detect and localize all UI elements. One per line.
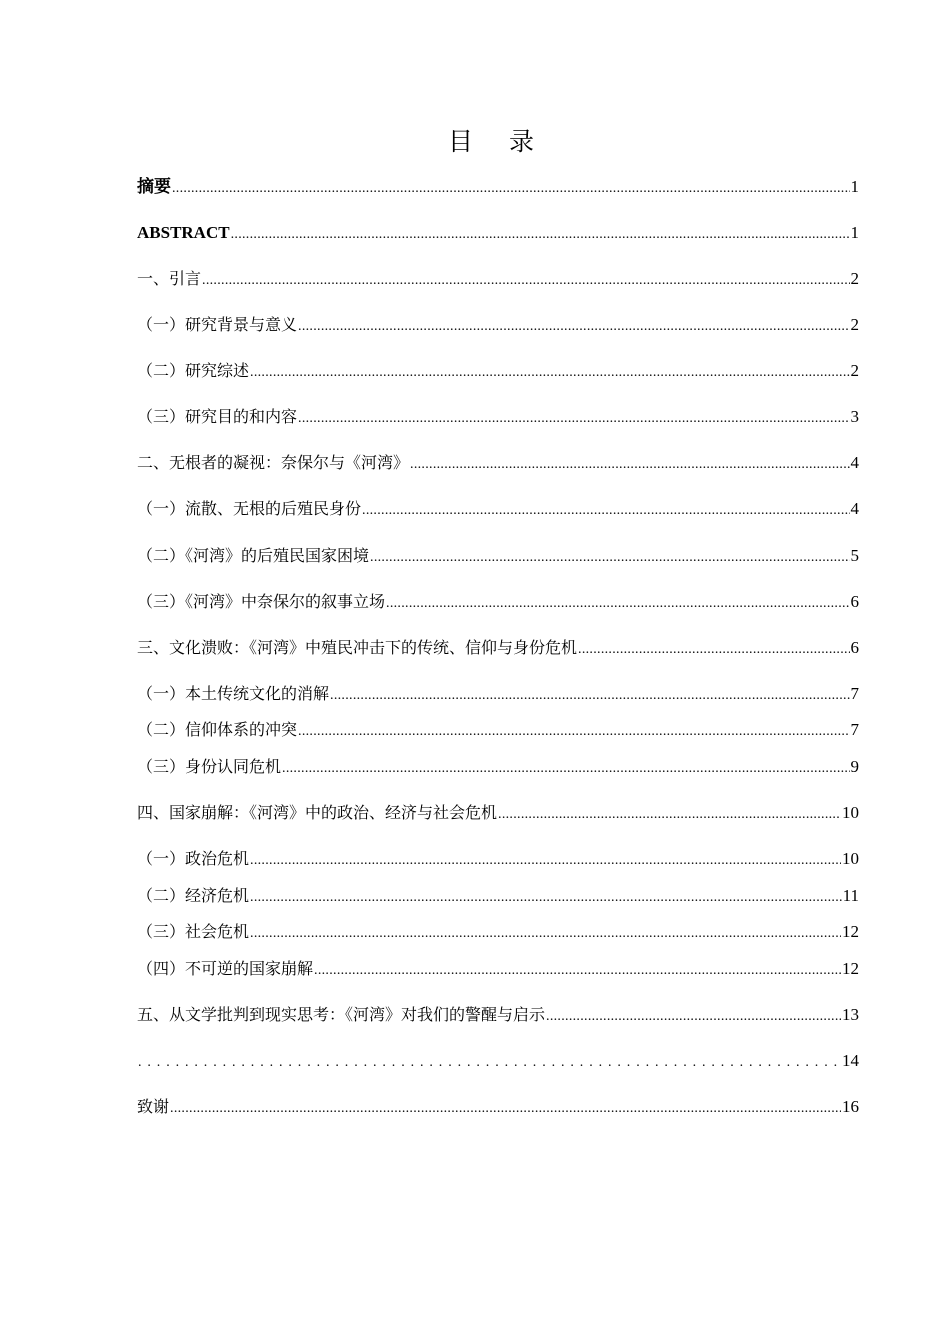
toc-entry-chapter-4[interactable] — [137, 802, 859, 826]
toc-entry-page: 3 — [850, 407, 859, 426]
toc-entry-section[interactable] — [137, 591, 859, 615]
toc-entry-label: （三）身份认同危机 — [137, 757, 282, 776]
toc-entry-label: （二）研究综述 — [137, 361, 250, 380]
toc-entry-page: 4 — [850, 499, 859, 518]
toc-entry-label: 摘要 — [137, 177, 171, 196]
toc-entry-page: 2 — [850, 315, 859, 334]
toc-entry-label: ABSTRACT — [137, 223, 230, 242]
toc-entry-section[interactable] — [137, 958, 859, 982]
toc-entry-section[interactable] — [137, 406, 859, 430]
toc-entry-label: （一）流散、无根的后殖民身份 — [137, 499, 362, 518]
toc-leader-dots — [170, 1098, 841, 1120]
toc-entry-page: 16 — [842, 1097, 859, 1116]
toc-entry-section[interactable] — [137, 498, 859, 522]
toc-entry-label: （一）本土传统文化的消解 — [137, 684, 330, 703]
toc-leader-dots — [410, 454, 849, 476]
toc-leader-dots — [250, 362, 849, 384]
toc-entry-label: （二）信仰体系的冲突 — [137, 720, 298, 739]
toc-entry-page: 10 — [842, 849, 859, 868]
toc-entry-chapter-2[interactable] — [137, 452, 859, 476]
toc-entry-label: （四）不可逆的国家崩解 — [137, 959, 314, 978]
toc-entry-section[interactable] — [137, 314, 859, 338]
toc-entry-abstract-en[interactable] — [137, 222, 859, 246]
toc-entry-section[interactable] — [137, 545, 859, 569]
toc-entry-page: 6 — [850, 638, 859, 657]
toc-entry-label: 四、国家崩解：《河湾》中的政治、经济与社会危机 — [137, 803, 498, 822]
toc-entry-label: （三）研究目的和内容 — [137, 407, 298, 426]
toc-leader-dots — [298, 721, 849, 743]
toc-entry-chapter-5[interactable] — [137, 1004, 859, 1028]
toc-leader-dots — [172, 178, 850, 200]
toc-leader-dots — [298, 408, 849, 430]
toc-leader-dots — [370, 547, 849, 569]
toc-entry-acknowledgements[interactable] — [137, 1096, 859, 1120]
toc-entry-page: 12 — [842, 922, 859, 941]
toc-entry-page: 2 — [850, 361, 859, 380]
toc-entry-chapter-3[interactable] — [137, 637, 859, 661]
toc-entry-abstract-cn[interactable] — [137, 176, 859, 200]
toc-entry-page: 2 — [850, 269, 859, 288]
toc-entry-section[interactable] — [137, 756, 859, 780]
toc-leader-dots — [314, 960, 841, 982]
toc-leader-dots — [250, 923, 841, 945]
toc-leader-dots — [546, 1006, 841, 1028]
toc-entry-page: 1 — [850, 177, 859, 196]
toc-entry-page: 11 — [842, 886, 859, 905]
toc-leader-dots — [202, 270, 849, 292]
toc-entry-section[interactable] — [137, 683, 859, 707]
toc-entry-page: 10 — [842, 803, 859, 822]
toc-entry-label: （三）《河湾》中奈保尔的叙事立场 — [137, 592, 386, 611]
toc-leader-dots — [231, 224, 850, 246]
toc-entry-label: 致谢 — [137, 1097, 170, 1116]
toc-entry-chapter-1[interactable] — [137, 268, 859, 292]
toc-entry-page: 4 — [850, 453, 859, 472]
toc-entry-label: 二、无根者的凝视：奈保尔与《河湾》 — [137, 453, 410, 472]
toc-entry-page: 13 — [842, 1005, 859, 1024]
toc-entry-section[interactable] — [137, 848, 859, 872]
toc-leader-dots — [250, 887, 842, 909]
toc-entry-label: （一）研究背景与意义 — [137, 315, 298, 334]
toc-entry-page: 9 — [850, 757, 859, 776]
toc-entry-label: 一、引言 — [137, 269, 202, 288]
toc-entry-label: （二）《河湾》的后殖民国家困境 — [137, 546, 370, 565]
toc-entry-label: （一）政治危机 — [137, 849, 250, 868]
toc-leader-dots — [330, 685, 849, 707]
toc-entry-page: 5 — [850, 546, 859, 565]
toc-entry-page: 6 — [850, 592, 859, 611]
toc-leader-dots — [362, 500, 849, 522]
toc-leader-dots — [298, 316, 849, 338]
toc-entry-section[interactable] — [137, 885, 859, 909]
toc-leader-dots — [138, 1052, 841, 1074]
toc-leader-dots — [250, 850, 841, 872]
toc-entry-label: （三）社会危机 — [137, 922, 250, 941]
toc-leader-dots — [498, 804, 841, 826]
toc-leader-dots — [578, 639, 849, 661]
toc-entry-page: 7 — [850, 684, 859, 703]
toc-entry-page: 1 — [850, 223, 859, 242]
toc-leader-dots — [282, 758, 849, 780]
toc-entry-section[interactable] — [137, 921, 859, 945]
toc-title: 目 录 — [448, 127, 548, 156]
toc-entry-page: 14 — [842, 1051, 859, 1070]
toc-entry-page: 7 — [850, 720, 859, 739]
toc-entry-label: 五、从文学批判到现实思考：《河湾》对我们的警醒与启示 — [137, 1005, 546, 1024]
toc-entry-page: 12 — [842, 959, 859, 978]
toc-entry-references[interactable] — [137, 1050, 859, 1074]
toc-entry-section[interactable] — [137, 719, 859, 743]
toc-entry-label: （二）经济危机 — [137, 886, 250, 905]
toc-entry-section[interactable] — [137, 360, 859, 384]
toc-leader-dots — [386, 593, 849, 615]
toc-entry-label: 三、文化溃败：《河湾》中殖民冲击下的传统、信仰与身份危机 — [137, 638, 578, 657]
